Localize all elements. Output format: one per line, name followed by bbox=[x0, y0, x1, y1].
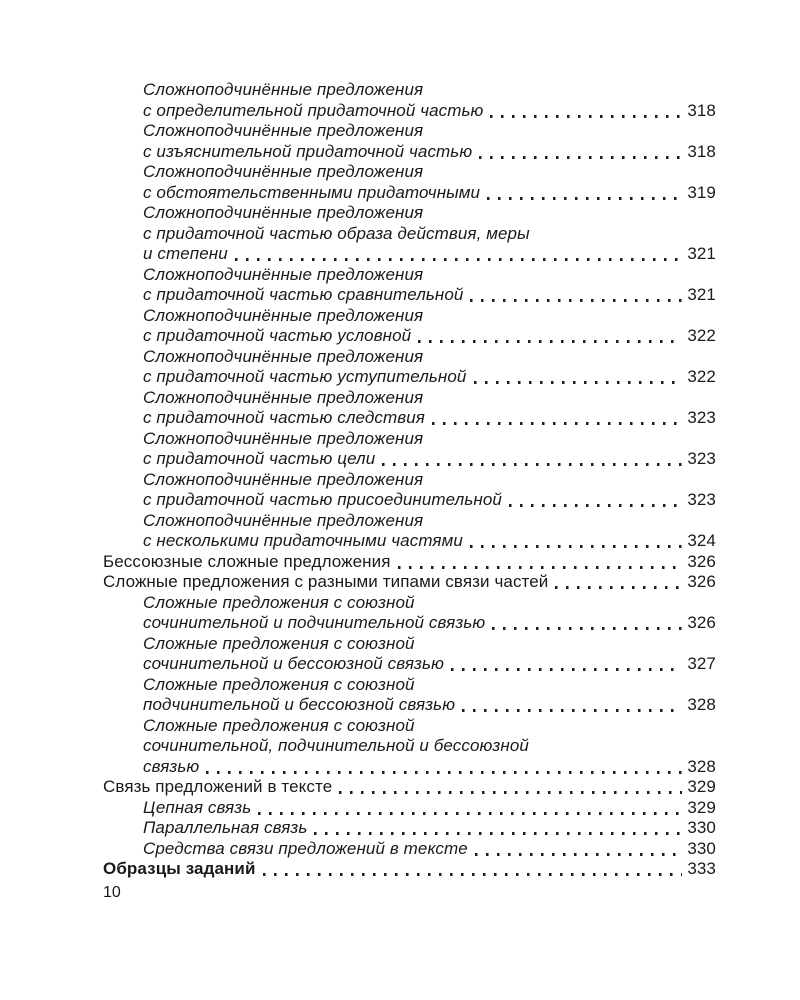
dot-leader bbox=[487, 197, 682, 200]
toc-entry bbox=[103, 859, 716, 880]
toc-entry bbox=[103, 306, 716, 347]
toc-entry bbox=[103, 839, 716, 860]
toc-page-number: 333 bbox=[687, 859, 716, 878]
toc-entry bbox=[103, 552, 716, 573]
toc-entry-line bbox=[143, 449, 716, 470]
toc-entry bbox=[103, 80, 716, 121]
toc-entry-line: Сложноподчинённые предложения bbox=[143, 428, 424, 448]
toc-entry bbox=[103, 777, 716, 798]
toc-entry-line bbox=[143, 285, 716, 306]
toc-page-number: 326 bbox=[687, 551, 716, 571]
toc-entry-line bbox=[143, 818, 716, 839]
dot-leader bbox=[258, 812, 682, 815]
dot-leader bbox=[479, 156, 682, 159]
toc-page-number: 323 bbox=[687, 490, 716, 509]
toc-entry-line bbox=[143, 613, 716, 634]
toc-entry-line bbox=[143, 490, 716, 511]
toc-entry-title: связью bbox=[143, 756, 200, 776]
toc-entry bbox=[103, 593, 716, 634]
toc-entry bbox=[103, 716, 716, 778]
toc-page-number: 323 bbox=[687, 408, 716, 427]
toc-page-number: 327 bbox=[687, 654, 716, 673]
toc-entry bbox=[103, 470, 716, 511]
dot-leader bbox=[492, 627, 682, 630]
toc-entry bbox=[103, 203, 716, 265]
toc-page-number: 326 bbox=[687, 613, 716, 632]
toc-entry-line: Сложноподчинённые предложения bbox=[143, 203, 424, 222]
toc-entry-title: подчинительной и бессоюзной связью bbox=[143, 695, 456, 714]
toc-entry-line bbox=[143, 183, 716, 204]
toc-entry-title: с придаточной частью присоединительной bbox=[143, 490, 502, 509]
toc-entry-line bbox=[143, 408, 716, 429]
toc-entry-title: Образцы заданий bbox=[103, 859, 256, 878]
toc-entry bbox=[103, 634, 716, 675]
toc-entry bbox=[103, 798, 716, 819]
toc-page-number: 319 bbox=[687, 182, 716, 202]
toc-entry-title: сочинительной и подчинительной связью bbox=[143, 613, 486, 632]
toc-entry bbox=[103, 265, 716, 306]
dot-leader bbox=[470, 545, 682, 548]
folio-page-number: 10 bbox=[103, 884, 121, 901]
toc-entry-line: Сложные предложения с союзной bbox=[143, 592, 415, 612]
toc-entry-title: и степени bbox=[143, 244, 228, 263]
toc-entry-line bbox=[103, 552, 716, 573]
toc-entry bbox=[103, 511, 716, 552]
toc-entry-line: с придаточной частью образа действия, меры bbox=[143, 223, 530, 243]
dot-leader bbox=[235, 258, 683, 261]
dot-leader bbox=[490, 115, 682, 118]
toc-page-number: 321 bbox=[687, 285, 716, 304]
toc-entry-line bbox=[143, 695, 716, 716]
toc-entry-line bbox=[143, 531, 716, 552]
toc-entry-title: с придаточной частью следствия bbox=[143, 408, 425, 427]
toc-entry-line: Сложноподчинённые предложения bbox=[143, 305, 424, 325]
toc-page-number: 329 bbox=[687, 777, 716, 796]
dot-leader bbox=[382, 463, 682, 466]
dot-leader bbox=[451, 668, 682, 671]
toc-page-number: 318 bbox=[687, 100, 716, 120]
toc-entry-line bbox=[103, 859, 716, 880]
toc-page-number: 322 bbox=[687, 326, 716, 345]
toc-entry-line: Сложные предложения с союзной bbox=[143, 674, 415, 694]
toc-entry-line bbox=[103, 777, 716, 798]
toc-entry-title: Средства связи предложений в тексте bbox=[143, 838, 468, 858]
toc-entry-line: Сложноподчинённые предложения bbox=[143, 346, 424, 366]
toc-entry-line: Сложноподчинённые предложения bbox=[143, 469, 424, 489]
toc-entry-title: с определительной придаточной частью bbox=[143, 100, 484, 120]
toc-entry-line: Сложноподчинённые предложения bbox=[143, 264, 424, 284]
dot-leader bbox=[418, 340, 682, 343]
toc-page-number: 324 bbox=[687, 531, 716, 550]
toc-entry-line bbox=[103, 572, 716, 593]
toc-entry bbox=[103, 572, 716, 593]
toc-entry-title: с придаточной частью уступительной bbox=[143, 367, 467, 386]
toc-page-number: 329 bbox=[687, 797, 716, 817]
toc-entry bbox=[103, 162, 716, 203]
toc-entry bbox=[103, 388, 716, 429]
toc-entry-line: Сложноподчинённые предложения bbox=[143, 121, 424, 140]
dot-leader bbox=[462, 709, 682, 712]
toc-entry-title: Сложные предложения с разными типами связи частей bbox=[103, 572, 549, 591]
toc-entry-title: с несколькими придаточными частями bbox=[143, 531, 463, 550]
dot-leader bbox=[263, 873, 683, 876]
toc-entry-title: с придаточной частью сравнительной bbox=[143, 285, 464, 304]
toc-entry-line: Сложноподчинённые предложения bbox=[143, 510, 424, 530]
dot-leader bbox=[398, 566, 683, 569]
toc-entry-line bbox=[143, 798, 716, 819]
toc-entry-title: сочинительной и бессоюзной связью bbox=[143, 654, 444, 673]
toc-entry-title: Цепная связь bbox=[143, 797, 252, 817]
toc-entry bbox=[103, 818, 716, 839]
toc-page-number: 330 bbox=[687, 838, 716, 858]
toc-entry-line: сочинительной, подчинительной и бессоюзной bbox=[143, 736, 529, 755]
toc-entry-line bbox=[143, 326, 716, 347]
dot-leader bbox=[509, 504, 682, 507]
toc-page-number: 326 bbox=[687, 572, 716, 591]
dot-leader bbox=[475, 853, 682, 856]
toc-entry-line: Сложноподчинённые предложения bbox=[143, 80, 424, 99]
toc-entry-line: Сложноподчинённые предложения bbox=[143, 387, 424, 407]
toc-entry-title: Связь предложений в тексте bbox=[103, 777, 333, 796]
dot-leader bbox=[314, 832, 682, 835]
toc-page-number: 330 bbox=[687, 818, 716, 837]
toc-page-number: 328 bbox=[687, 756, 716, 776]
toc-entry bbox=[103, 429, 716, 470]
dot-leader bbox=[555, 586, 682, 589]
toc-entry-line: Сложноподчинённые предложения bbox=[143, 162, 424, 181]
toc-page-number: 323 bbox=[687, 449, 716, 468]
toc-entry-line: Сложные предложения с союзной bbox=[143, 715, 415, 735]
dot-leader bbox=[339, 791, 682, 794]
toc-entry-title: Бессоюзные сложные предложения bbox=[103, 551, 391, 571]
toc-entry-line bbox=[143, 654, 716, 675]
dot-leader bbox=[206, 771, 682, 774]
toc-page-number: 328 bbox=[687, 695, 716, 714]
dot-leader bbox=[474, 381, 683, 384]
toc-entry-line bbox=[143, 101, 716, 122]
dot-leader bbox=[470, 299, 682, 302]
toc-entry bbox=[103, 675, 716, 716]
toc-entry-title: с придаточной частью условной bbox=[143, 326, 412, 345]
toc-entry-line bbox=[143, 244, 716, 265]
toc-entry-line bbox=[143, 839, 716, 860]
toc-entry-title: с придаточной частью цели bbox=[143, 449, 376, 468]
toc-entry-line bbox=[143, 757, 716, 778]
toc-entry-line: Сложные предложения с союзной bbox=[143, 633, 415, 653]
toc-page-number: 321 bbox=[687, 244, 716, 263]
toc-entry-line bbox=[143, 367, 716, 388]
toc-entry bbox=[103, 121, 716, 162]
toc-page-number: 318 bbox=[687, 141, 716, 161]
toc-entry-title: с изъяснительной придаточной частью bbox=[143, 141, 473, 161]
toc-entry-title: с обстоятельственными придаточными bbox=[143, 182, 481, 202]
toc-entry-title: Параллельная связь bbox=[143, 818, 308, 837]
toc-entry bbox=[103, 347, 716, 388]
toc-entry-line bbox=[143, 142, 716, 163]
toc-list bbox=[103, 80, 716, 880]
dot-leader bbox=[432, 422, 682, 425]
toc-page-number: 322 bbox=[687, 367, 716, 386]
